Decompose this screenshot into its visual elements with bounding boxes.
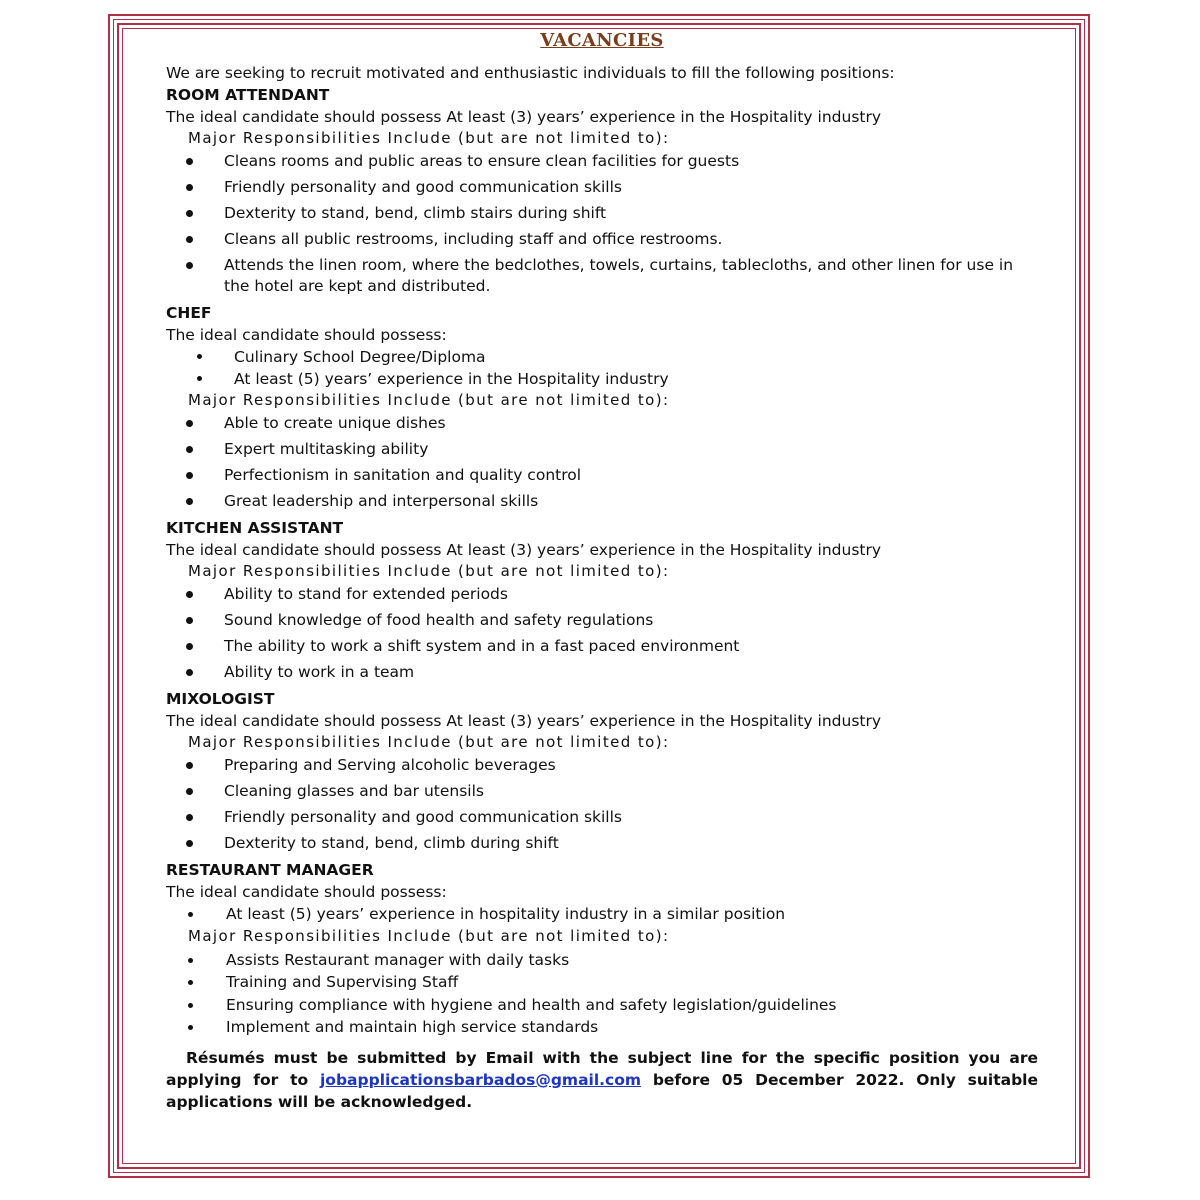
list-item: Ability to stand for extended periods [166,584,1038,605]
bullet-icon [188,958,193,963]
list-item: Sound knowledge of food health and safety regulations [166,610,1038,631]
bullet-icon [186,158,193,165]
list-item: Cleans rooms and public areas to ensure clean facilities for guests [166,151,1038,172]
list-item: Dexterity to stand, bend, climb during shift [166,833,1038,854]
closing-text: Only suitable applications will be acknowledged. [166,1070,1038,1111]
responsibilities-list [166,584,1038,683]
bullet-icon [188,912,193,917]
bullet-icon [186,420,193,427]
requirement-text: The ideal candidate should possess: [166,883,447,901]
bullet-icon [186,788,193,795]
submission-text: Résumés must be submitted by Email with the subject line for the specific position you are applying for to [166,1048,1038,1089]
responsibilities-heading: Major Responsibilities Include (but are not limited to): [188,926,670,945]
qualifications-list [166,346,1038,390]
section-mixologist [166,688,1038,854]
list-item: Able to create unique dishes [166,413,1038,434]
list-item: Friendly personality and good communication skills [166,177,1038,198]
requirement-text: The ideal candidate should possess: [166,326,447,344]
requirement-text: The ideal candidate should possess At least (3) years’ experience in the Hospitality industry [166,108,882,126]
list-item: Cleans all public restrooms, including staff and office restrooms. [166,229,1038,250]
responsibilities-list [166,151,1038,297]
page-title: VACANCIES [540,30,664,51]
bullet-icon [186,591,193,598]
bullet-icon [188,1025,193,1030]
list-item: Friendly personality and good communication skills [166,807,1038,828]
list-item: Dexterity to stand, bend, climb stairs during shift [166,203,1038,224]
responsibilities-list [166,413,1038,512]
responsibilities-heading: Major Responsibilities Include (but are not limited to): [188,733,670,751]
section-chef [166,302,1038,512]
email-link[interactable]: jobapplicationsbarbados@gmail.com [319,1070,642,1089]
bullet-icon [186,840,193,847]
list-item: The ability to work a shift system and in a fast paced environment [166,636,1038,657]
bullet-icon [186,617,193,624]
section-kitchen-assistant [166,517,1038,683]
list-item: Great leadership and interpersonal skills [166,491,1038,512]
requirement-text: The ideal candidate should possess At least (3) years’ experience in the Hospitality industry [166,541,882,559]
list-item: Ensuring compliance with hygiene and health and safety legislation/guidelines [166,994,1038,1017]
bullet-icon [188,980,193,985]
bullet-icon [186,236,193,243]
position-heading: KITCHEN ASSISTANT [166,519,344,537]
responsibilities-list [166,755,1038,854]
responsibilities-heading: Major Responsibilities Include (but are not limited to): [188,391,670,409]
list-item: Expert multitasking ability [166,439,1038,460]
bullet-icon [186,184,193,191]
bullet-icon [186,498,193,505]
position-heading: CHEF [166,304,212,322]
list-item: Assists Restaurant manager with daily tasks [166,949,1038,972]
responsibilities-list [166,949,1038,1039]
bullet-icon [186,814,193,821]
bullet-icon [197,376,202,381]
section-restaurant-manager [166,859,1038,1039]
bullet-icon [186,446,193,453]
position-heading: ROOM ATTENDANT [166,86,330,104]
list-item: Cleaning glasses and bar utensils [166,781,1038,802]
qualifications-list [166,903,1038,926]
bullet-icon [197,354,202,359]
position-heading: MIXOLOGIST [166,690,275,708]
intro-text: We are seeking to recruit motivated and enthusiastic individuals to fill the following positions: [166,64,895,82]
list-item: Implement and maintain high service standards [166,1016,1038,1039]
bullet-icon [186,643,193,650]
bullet-icon [186,669,193,676]
responsibilities-heading: Major Responsibilities Include (but are not limited to): [188,129,670,147]
bullet-icon [186,472,193,479]
section-room-attendant [166,84,1038,297]
list-item: Attends the linen room, where the bedclothes, towels, curtains, tablecloths, and other linen for use in the hotel are kept and distributed. [166,255,1038,297]
list-item: At least (5) years’ experience in hospitality industry in a similar position [166,903,1038,926]
requirement-text: The ideal candidate should possess At least (3) years’ experience in the Hospitality industry [166,712,882,730]
bullet-icon [186,762,193,769]
bullet-icon [186,210,193,217]
list-item: Ability to work in a team [166,662,1038,683]
bullet-icon [186,262,193,269]
submission-instructions [166,1047,1038,1113]
bullet-icon [188,1003,193,1008]
deadline-text: before 05 December 2022. [652,1070,905,1089]
list-item: Culinary School Degree/Diploma [166,346,1038,368]
list-item: Perfectionism in sanitation and quality control [166,465,1038,486]
list-item: Preparing and Serving alcoholic beverages [166,755,1038,776]
list-item: At least (5) years’ experience in the Hospitality industry [166,368,1038,390]
responsibilities-heading: Major Responsibilities Include (but are not limited to): [188,562,670,580]
vacancies-notice [166,30,1038,1128]
list-item: Training and Supervising Staff [166,971,1038,994]
position-heading: RESTAURANT MANAGER [166,861,374,879]
